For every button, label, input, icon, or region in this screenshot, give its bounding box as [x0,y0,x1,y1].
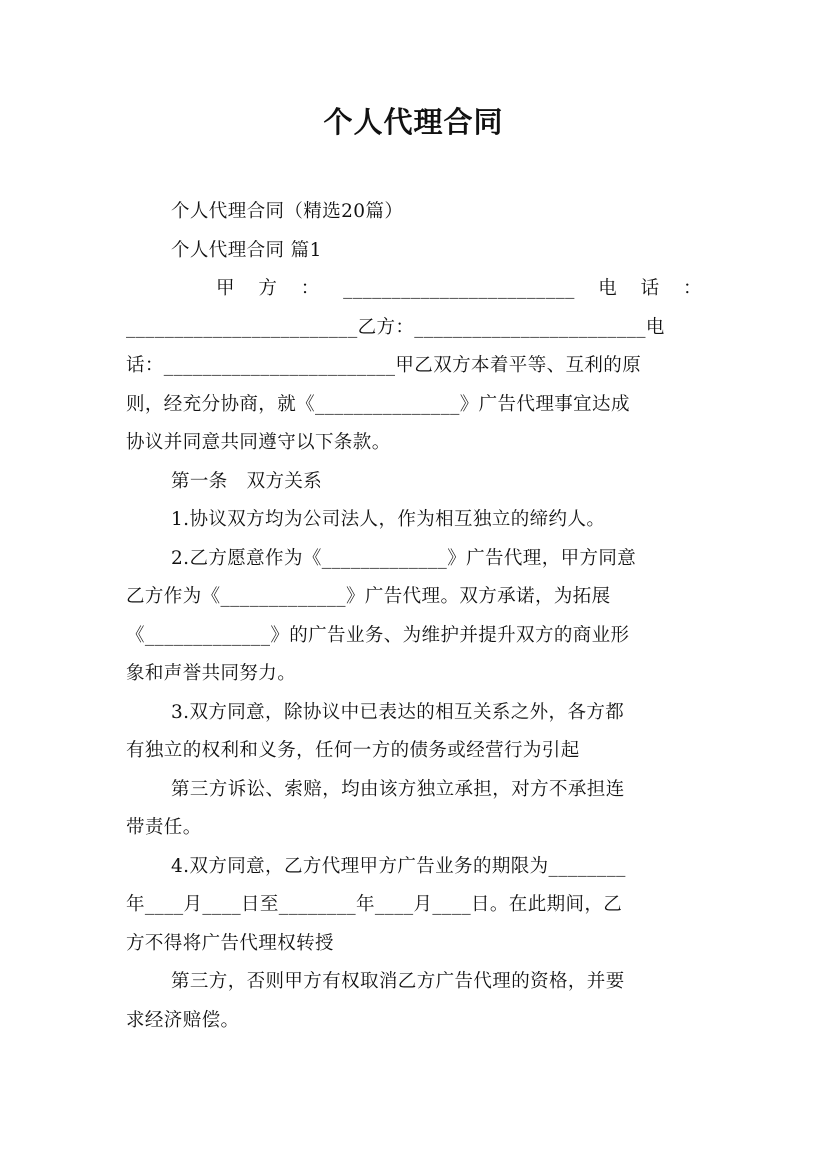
paragraph-line: 象和声誉共同努力。 [126,663,297,684]
clause-line: 4.双方同意，乙方代理甲方广告业务的期限为________ [171,855,626,877]
party-a-char-2: 方 [258,278,278,299]
phone-colon: ： [683,278,702,299]
paragraph-line: 《_____________》的广告业务、为维护并提升双方的商业形 [126,624,630,646]
section-heading: 个人代理合同 篇1 [171,239,322,261]
paragraph-line: 求经济赔偿。 [126,1009,240,1031]
party-a-line [126,270,702,309]
paragraph-line: 话：________________________甲乙双方本着平等、互利的原 [126,355,642,376]
paragraph-line: 协议并同意共同遵守以下条款。 [126,432,391,453]
paragraph-line: 乙方作为《_____________》广告代理。双方承诺，为拓展 [126,586,611,607]
party-a-blank: ________________________ [343,278,575,299]
clause-line: 3.双方同意，除协议中已表达的相互关系之外，各方都 [171,701,625,723]
party-a-colon: ： [300,278,320,299]
document-body [126,193,702,1040]
paragraph-line: 年____月____日至________年____月____日。在此期间，乙 [126,894,623,915]
subtitle-line: 个人代理合同（精选20篇） [171,201,404,222]
paragraph-line: ________________________乙方：________________________电 [126,316,665,338]
paragraph-line: 第三方诉讼、索赔，均由该方独立承担，对方不承担连 [171,778,625,800]
clause-line: 2.乙方愿意作为《_____________》广告代理，甲方同意 [171,547,637,569]
paragraph-line: 带责任。 [126,817,202,838]
party-a-char-1: 甲 [216,278,235,299]
phone-char-1: 电 [598,278,618,299]
clause-line: 1.协议双方均为公司法人，作为相互独立的缔约人。 [171,509,606,530]
document-title: 个人代理合同 [323,105,504,139]
paragraph-line: 则，经充分协商，就《_______________》广告代理事宜达成 [126,393,630,415]
paragraph-line: 有独立的权利和义务，任何一方的债务或经营行为引起 [126,740,580,761]
article-heading: 第一条 双方关系 [171,470,323,492]
paragraph-line: 方不得将广告代理权转授 [126,932,334,954]
phone-char-2: 话 [640,278,660,299]
paragraph-line: 第三方，否则甲方有权取消乙方广告代理的资格，并要 [171,971,625,992]
